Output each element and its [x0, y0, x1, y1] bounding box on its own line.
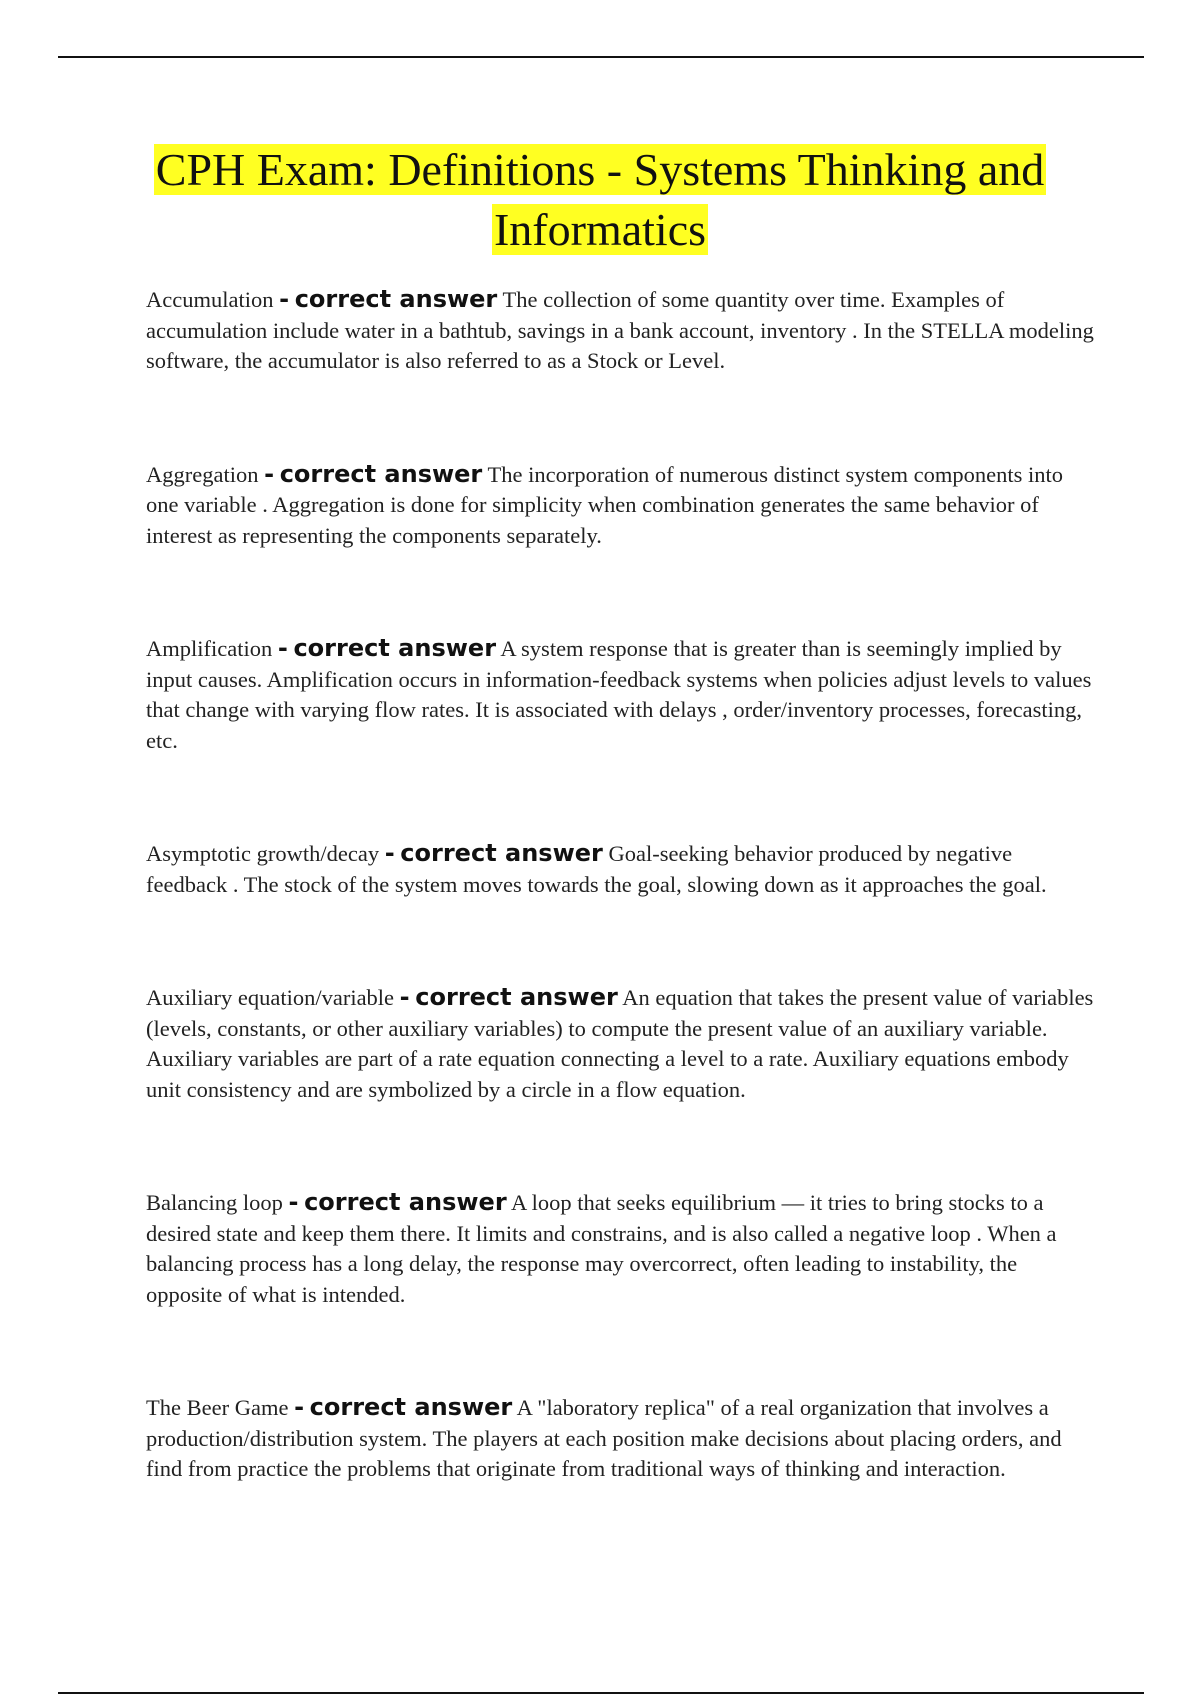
- correct-answer-label: correct answer: [304, 1188, 507, 1216]
- entry-definition: A system response that is greater than is seemingly implied by input causes. Amplification occurs in information-feedback systems when policies adjust levels to values that change with varying flow rates. It is associated with delays , order/inventory processes, forecasting, etc.: [146, 636, 1092, 753]
- entry-separator: -: [384, 839, 395, 867]
- entry-term: Auxiliary equation/variable: [146, 985, 395, 1010]
- entry-separator: -: [277, 634, 288, 662]
- entry-separator: -: [264, 459, 275, 488]
- document-title: [120, 140, 1080, 260]
- correct-answer-label: correct answer: [309, 1393, 513, 1421]
- entry-separator: -: [288, 1188, 299, 1216]
- correct-answer-label: correct answer: [293, 634, 497, 662]
- top-rule: [58, 56, 1144, 58]
- entry-term: The Beer Game: [146, 1395, 289, 1420]
- correct-answer-label: correct answer: [400, 839, 603, 867]
- definition-entry: [146, 459, 1096, 552]
- definition-entry: [146, 633, 1096, 756]
- entry-term: Amplification: [146, 636, 273, 661]
- definition-entry: [146, 1392, 1096, 1485]
- entry-definition: The collection of some quantity over time. Examples of accumulation include water in a bathtub, savings in a bank account, inventory . In the STELLA modeling software, the accumulator is also referred to as a Stock or Level.: [146, 287, 1094, 373]
- entry-term: Balancing loop: [146, 1190, 283, 1215]
- correct-answer-label: correct answer: [279, 459, 483, 488]
- correct-answer-label: correct answer: [294, 285, 498, 313]
- entry-definition: The incorporation of numerous distinct system components into one variable . Aggregation is done for simplicity when combination generates the same behavior of interest as representing the components separately.: [146, 461, 1064, 548]
- title-highlight: CPH Exam: Definitions - Systems Thinking and Informatics: [155, 144, 1045, 255]
- entry-term: Aggregation: [146, 461, 259, 487]
- entry-separator: -: [294, 1393, 305, 1421]
- entry-definition: Goal-seeking behavior produced by negative feedback . The stock of the system moves towards the goal, slowing down as it approaches the goal.: [146, 841, 1047, 897]
- definition-entry: [146, 982, 1096, 1105]
- definition-entry: [146, 838, 1096, 900]
- correct-answer-label: correct answer: [415, 983, 618, 1011]
- definition-entry: [146, 284, 1096, 377]
- definition-list: [146, 284, 1096, 1567]
- bottom-rule: [58, 1692, 1144, 1694]
- entry-term: Accumulation: [146, 287, 274, 312]
- definition-entry: [146, 1187, 1096, 1310]
- entry-definition: An equation that takes the present value of variables (levels, constants, or other auxiliary variables) to compute the present value of an auxiliary variable. Auxiliary variables are part of a rate equation connecting a level to a rate. Auxiliary equations embody unit consistency and are symbolized by a circle in a flow equation.: [146, 985, 1094, 1102]
- entry-definition: A "laboratory replica" of a real organization that involves a production/distribution system. The players at each position make decisions about placing orders, and find from practice the problems that originate from traditional ways of thinking and interaction.: [146, 1395, 1062, 1481]
- entry-separator: -: [279, 285, 290, 313]
- entry-separator: -: [399, 983, 410, 1011]
- entry-definition: A loop that seeks equilibrium — it tries to bring stocks to a desired state and keep them there. It limits and constrains, and is also called a negative loop . When a balancing process has a long delay, the response may overcorrect, often leading to instability, the opposite of what is intended.: [146, 1190, 1057, 1307]
- entry-term: Asymptotic growth/decay: [146, 841, 380, 866]
